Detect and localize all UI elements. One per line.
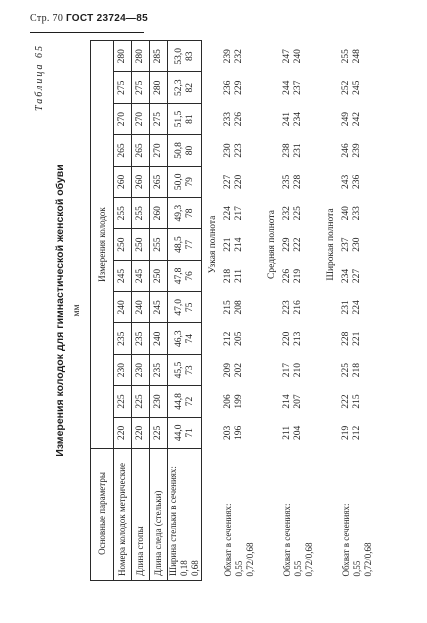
cell-line: 221 bbox=[352, 331, 362, 346]
cell-line: 74 bbox=[184, 333, 195, 344]
table-cell bbox=[280, 72, 320, 103]
table-cell bbox=[280, 103, 320, 134]
cell-line: 231 bbox=[293, 143, 303, 158]
cell-line: 232 bbox=[282, 206, 292, 221]
unit-label: мм bbox=[72, 304, 82, 317]
table-cell bbox=[221, 386, 261, 417]
rotated-table-page bbox=[32, 38, 404, 583]
row-label: Длина следа (стельки) bbox=[150, 449, 168, 581]
table-cell bbox=[221, 72, 261, 103]
cell-line: 219 bbox=[341, 425, 351, 440]
row-label bbox=[280, 449, 320, 581]
cell-line: 71 bbox=[184, 428, 195, 438]
cell-line: 240 bbox=[341, 206, 351, 221]
table-cell: 250 bbox=[132, 229, 150, 260]
cell-line: 212 bbox=[223, 331, 233, 346]
cell-line: 217 bbox=[282, 362, 292, 378]
cell-line: 220 bbox=[234, 174, 244, 189]
table-cell bbox=[339, 417, 379, 448]
cell-line: 237 bbox=[341, 237, 351, 252]
table-cell: 220 bbox=[114, 417, 132, 448]
cell-line: 215 bbox=[223, 300, 233, 315]
cell-line: 81 bbox=[184, 114, 195, 124]
section-title: Узкая полнота bbox=[207, 215, 218, 274]
cell-line: 0,55 bbox=[293, 560, 303, 577]
table-cell bbox=[221, 354, 261, 385]
cell-line: 72 bbox=[184, 396, 195, 407]
section-title: Средняя полнота bbox=[266, 210, 277, 279]
page-number: Стр. 70 bbox=[30, 13, 64, 24]
cell-line: 51,5 bbox=[173, 110, 184, 128]
table-cell bbox=[168, 386, 202, 417]
table-cell bbox=[221, 41, 261, 73]
blank-cell bbox=[320, 449, 339, 581]
cell-line: 45,5 bbox=[173, 361, 184, 379]
cell-line: 76 bbox=[184, 271, 195, 281]
table-cell bbox=[280, 292, 320, 323]
table-cell bbox=[168, 354, 202, 385]
header-rule bbox=[30, 32, 144, 33]
cell-line: 47,0 bbox=[173, 299, 184, 316]
table-cell: 255 bbox=[150, 229, 168, 260]
cell-line: 249 bbox=[341, 111, 351, 127]
cell-line: 223 bbox=[234, 143, 244, 158]
blank-cell bbox=[261, 449, 280, 581]
table-cell bbox=[168, 103, 202, 134]
cell-line: 233 bbox=[223, 111, 233, 127]
cell-line: Обхват в сечениях: bbox=[341, 503, 351, 577]
table-cell bbox=[280, 417, 320, 448]
cell-line: 230 bbox=[223, 143, 233, 158]
table-cell bbox=[221, 166, 261, 197]
table-cell bbox=[280, 323, 320, 354]
cell-line: 214 bbox=[282, 394, 292, 409]
cell-line: 0,55 bbox=[234, 560, 244, 577]
cell-line: 241 bbox=[282, 111, 292, 127]
table-cell bbox=[339, 198, 379, 229]
table-cell: 285 bbox=[150, 41, 168, 73]
table-cell bbox=[280, 198, 320, 229]
table-cell: 225 bbox=[150, 417, 168, 448]
cell-line: 73 bbox=[184, 365, 195, 375]
cell-line: 217 bbox=[234, 206, 244, 221]
cell-line: 196 bbox=[234, 425, 244, 440]
cell-line: 79 bbox=[184, 177, 195, 187]
table-cell bbox=[339, 72, 379, 103]
table-cell bbox=[280, 260, 320, 291]
cell-line: 230 bbox=[352, 237, 362, 252]
cell-line: 218 bbox=[352, 362, 362, 378]
table-cell: 265 bbox=[132, 135, 150, 166]
standard-code: ГОСТ 23724—85 bbox=[65, 13, 148, 24]
table-cell bbox=[339, 292, 379, 323]
cell-line: 53,0 bbox=[173, 47, 184, 65]
cell-line: 199 bbox=[234, 394, 244, 409]
table-cell: 240 bbox=[114, 292, 132, 323]
table-cell: 230 bbox=[114, 354, 132, 385]
table-cell bbox=[339, 41, 379, 73]
cell-line: 204 bbox=[293, 425, 303, 440]
table-cell: 245 bbox=[114, 260, 132, 291]
cell-line: 207 bbox=[293, 394, 303, 409]
cell-line: 225 bbox=[341, 362, 351, 378]
table-cell: 265 bbox=[150, 166, 168, 197]
cell-line: 211 bbox=[282, 425, 292, 440]
cell-line: 229 bbox=[282, 237, 292, 252]
header-row bbox=[91, 41, 114, 581]
cell-line: 44,8 bbox=[173, 393, 184, 410]
cell-line: 52,3 bbox=[173, 79, 184, 96]
cell-line: 226 bbox=[234, 111, 244, 127]
cell-line: 227 bbox=[223, 174, 233, 189]
row-label bbox=[221, 449, 261, 581]
table-cell: 225 bbox=[132, 386, 150, 417]
cell-line: 80 bbox=[184, 145, 195, 156]
cell-line: Обхват в сечениях: bbox=[223, 503, 233, 577]
cell-line: 225 bbox=[293, 206, 303, 221]
cell-line: 47,8 bbox=[173, 267, 184, 285]
cell-line: 248 bbox=[352, 49, 362, 64]
row-label bbox=[339, 449, 379, 581]
table-cell bbox=[221, 229, 261, 260]
cell-line: 82 bbox=[184, 82, 195, 93]
table-cell bbox=[221, 292, 261, 323]
cell-line: 228 bbox=[293, 174, 303, 189]
cell-line: 221 bbox=[223, 237, 233, 252]
table-cell: 260 bbox=[114, 166, 132, 197]
table-cell bbox=[280, 354, 320, 385]
cell-line: 210 bbox=[293, 362, 303, 378]
measure-header: Измерения колодок bbox=[91, 41, 114, 449]
cell-line: Ширина стельки в сечениях: bbox=[168, 466, 178, 576]
table-cell: 245 bbox=[132, 260, 150, 291]
table-title: Измерения колодок для гимнастической женской обуви bbox=[54, 164, 66, 457]
table-cell bbox=[168, 323, 202, 354]
cell-line: 243 bbox=[341, 174, 351, 189]
cell-line: 229 bbox=[234, 80, 244, 95]
cell-line: 212 bbox=[352, 425, 362, 440]
cell-line: 239 bbox=[223, 49, 233, 64]
cell-line: 75 bbox=[184, 302, 195, 313]
table-cell: 280 bbox=[114, 41, 132, 73]
table-cell: 280 bbox=[150, 72, 168, 103]
table-cell bbox=[168, 166, 202, 197]
cell-line: 215 bbox=[352, 394, 362, 409]
cell-line: 224 bbox=[223, 206, 233, 221]
table-cell: 270 bbox=[150, 135, 168, 166]
table-cell bbox=[339, 386, 379, 417]
row-sizes bbox=[114, 41, 132, 581]
cell-line: 219 bbox=[293, 268, 303, 284]
section-header-row bbox=[320, 41, 339, 581]
table-cell: 235 bbox=[150, 354, 168, 385]
table-cell: 270 bbox=[114, 103, 132, 134]
cell-line: 208 bbox=[234, 300, 244, 315]
section-header-row bbox=[202, 41, 222, 581]
row-last-length bbox=[150, 41, 168, 581]
table-cell: 230 bbox=[132, 354, 150, 385]
table-cell bbox=[168, 229, 202, 260]
cell-line: 255 bbox=[341, 49, 351, 64]
table-cell bbox=[280, 166, 320, 197]
cell-line: 218 bbox=[223, 268, 233, 284]
row-foot-length bbox=[132, 41, 150, 581]
table-cell: 270 bbox=[132, 103, 150, 134]
cell-line: 220 bbox=[282, 331, 292, 346]
cell-line: 48,5 bbox=[173, 236, 184, 253]
table-cell bbox=[280, 229, 320, 260]
table-cell bbox=[168, 41, 202, 73]
cell-line: Обхват в сечениях: bbox=[282, 503, 292, 577]
cell-line: 205 bbox=[234, 331, 244, 346]
row-insole-width bbox=[168, 41, 202, 581]
row-label: Длина стопы bbox=[132, 449, 150, 581]
cell-line: 216 bbox=[293, 300, 303, 315]
table-cell: 235 bbox=[114, 323, 132, 354]
cell-line: 214 bbox=[234, 237, 244, 252]
row-label bbox=[168, 449, 202, 581]
cell-line: 0,68 bbox=[190, 560, 200, 576]
cell-line: 203 bbox=[223, 425, 233, 440]
cell-line: 245 bbox=[352, 80, 362, 95]
table-cell: 245 bbox=[150, 292, 168, 323]
section-data-row bbox=[280, 41, 320, 581]
table-cell: 260 bbox=[150, 198, 168, 229]
section-header-row bbox=[261, 41, 280, 581]
table-cell: 255 bbox=[132, 198, 150, 229]
cell-line: 240 bbox=[293, 49, 303, 64]
table-cell bbox=[168, 292, 202, 323]
table-cell bbox=[339, 260, 379, 291]
cell-line: 244 bbox=[282, 80, 292, 95]
table-cell bbox=[339, 166, 379, 197]
cell-line: 242 bbox=[352, 111, 362, 127]
cell-line: 224 bbox=[352, 300, 362, 315]
table-cell bbox=[221, 417, 261, 448]
cell-line: 233 bbox=[352, 206, 362, 221]
table-cell bbox=[168, 417, 202, 448]
cell-line: 232 bbox=[234, 49, 244, 64]
table-cell bbox=[339, 135, 379, 166]
table-number: Таблица 65 bbox=[34, 44, 45, 111]
table-cell bbox=[280, 41, 320, 73]
table-cell: 250 bbox=[150, 260, 168, 291]
table-cell bbox=[339, 354, 379, 385]
cell-line: 209 bbox=[223, 362, 233, 378]
row-label: Номера колодок метрические bbox=[114, 449, 132, 581]
cell-line: 0,72/0,68 bbox=[245, 542, 255, 577]
cell-line: 49,3 bbox=[173, 204, 184, 222]
table-cell bbox=[339, 103, 379, 134]
table-cell: 250 bbox=[114, 229, 132, 260]
cell-line: 237 bbox=[293, 80, 303, 95]
section-data-row bbox=[339, 41, 379, 581]
cell-line: 234 bbox=[341, 268, 351, 284]
table-cell: 225 bbox=[114, 386, 132, 417]
cell-line: 227 bbox=[352, 268, 362, 284]
table-cell bbox=[168, 198, 202, 229]
table-cell bbox=[221, 198, 261, 229]
table-cell bbox=[339, 323, 379, 354]
cell-line: 234 bbox=[293, 111, 303, 127]
cell-line: 247 bbox=[282, 49, 292, 64]
table-cell: 255 bbox=[114, 198, 132, 229]
table-cell bbox=[280, 386, 320, 417]
cell-line: 0,18 bbox=[179, 560, 189, 576]
cell-line: 246 bbox=[341, 143, 351, 158]
cell-line: 202 bbox=[234, 362, 244, 378]
cell-line: 0,72/0,68 bbox=[363, 542, 373, 577]
cell-line: 231 bbox=[341, 300, 351, 315]
cell-line: 238 bbox=[282, 143, 292, 158]
cell-line: 239 bbox=[352, 143, 362, 158]
table-cell: 220 bbox=[132, 417, 150, 448]
cell-line: 78 bbox=[184, 208, 195, 218]
cell-line: 77 bbox=[184, 239, 195, 250]
lasts-table bbox=[90, 40, 379, 581]
cell-line: 235 bbox=[282, 174, 292, 189]
cell-line: 211 bbox=[234, 268, 244, 283]
table-cell: 265 bbox=[114, 135, 132, 166]
cell-line: 226 bbox=[282, 268, 292, 284]
cell-line: 236 bbox=[223, 80, 233, 95]
table-cell: 240 bbox=[150, 323, 168, 354]
cell-line: 206 bbox=[223, 394, 233, 409]
table-cell bbox=[339, 229, 379, 260]
table-cell: 230 bbox=[150, 386, 168, 417]
section-data-row bbox=[221, 41, 261, 581]
table-cell: 280 bbox=[132, 41, 150, 73]
cell-line: 46,3 bbox=[173, 330, 184, 347]
cell-line: 0,55 bbox=[352, 560, 362, 577]
table-cell: 240 bbox=[132, 292, 150, 323]
table-cell bbox=[221, 260, 261, 291]
cell-line: 223 bbox=[282, 300, 292, 315]
table-cell bbox=[168, 260, 202, 291]
table-cell bbox=[280, 135, 320, 166]
cell-line: 213 bbox=[293, 331, 303, 346]
table-cell bbox=[221, 135, 261, 166]
table-cell: 275 bbox=[114, 72, 132, 103]
section-title: Широкая полнота bbox=[325, 208, 336, 281]
cell-line: 0,72/0,68 bbox=[304, 542, 314, 577]
table-cell bbox=[168, 72, 202, 103]
table-cell: 260 bbox=[132, 166, 150, 197]
cell-line: 252 bbox=[341, 80, 351, 95]
cell-line: 236 bbox=[352, 174, 362, 189]
table-cell bbox=[168, 135, 202, 166]
table-cell: 235 bbox=[132, 323, 150, 354]
cell-line: 44,0 bbox=[173, 424, 184, 442]
cell-line: 222 bbox=[341, 394, 351, 409]
page-header bbox=[30, 13, 148, 24]
cell-line: 228 bbox=[341, 331, 351, 346]
table-cell bbox=[221, 103, 261, 134]
table-cell bbox=[221, 323, 261, 354]
param-header: Основные параметры bbox=[91, 449, 114, 581]
cell-line: 50,0 bbox=[173, 173, 184, 191]
table-cell: 275 bbox=[132, 72, 150, 103]
cell-line: 50,8 bbox=[173, 142, 184, 159]
cell-line: 222 bbox=[293, 237, 303, 252]
table-cell: 275 bbox=[150, 103, 168, 134]
blank-cell bbox=[202, 449, 222, 581]
cell-line: 83 bbox=[184, 51, 195, 61]
